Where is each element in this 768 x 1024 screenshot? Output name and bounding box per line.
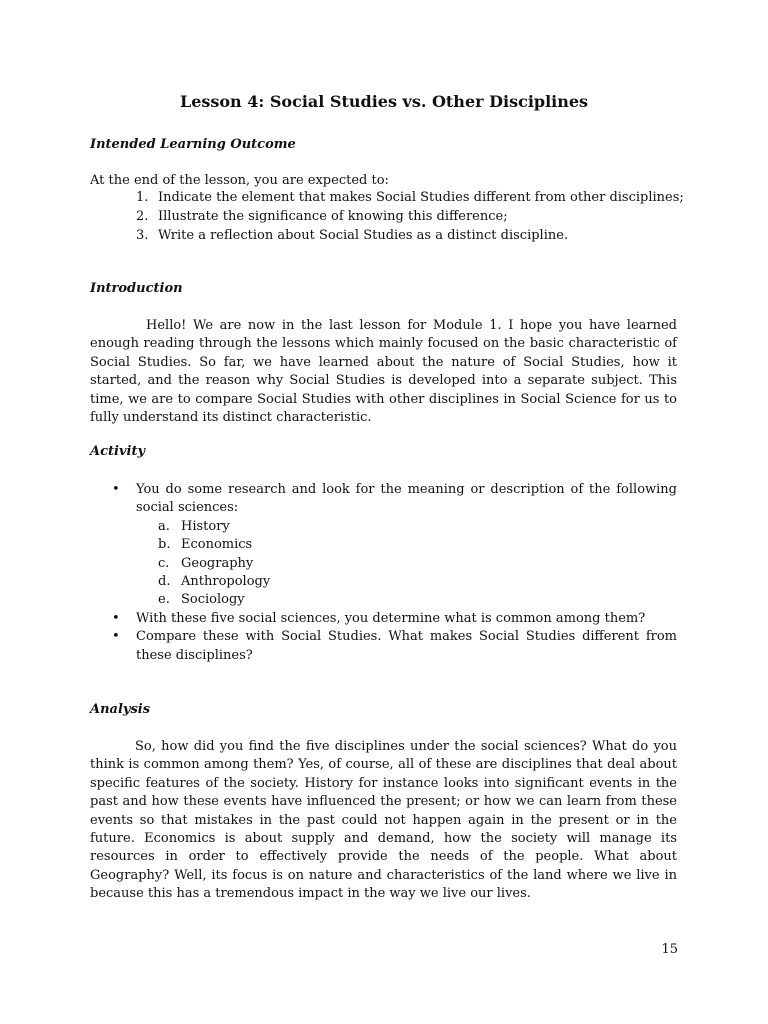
list-text: With these five social sciences, you determine what is common among them?	[136, 610, 646, 626]
analysis-heading: Analysis	[90, 702, 151, 717]
page-number: 15	[661, 942, 678, 957]
list-letter: e.	[158, 592, 170, 608]
analysis-paragraph: So, how did you find the five disciplines under the social sciences? What do you think is common among them? Yes, of course, all of these are disciplines that deal about specific features of the society. History for instance looks into significant events in the past and how these events have influenced the present; or how we can learn from these events so that mistakes in the past could not happen again in the present or in the future. Economics is about supply and demand, how the society will manage its resources in order to effectively provide the needs of the people. What about Geography? Well, its focus is on nature and characteristics of the land where we live in because this has a tremendous impact in the way we live our lives.	[90, 739, 677, 902]
list-text: Indicate the element that makes Social Studies different from other disciplines;	[158, 190, 684, 205]
list-item	[136, 189, 696, 208]
activity-list	[112, 481, 677, 665]
introduction-paragraph: Hello! We are now in the last lesson for Module 1. I hope you have learned enough reading through the lessons which mainly focused on the basic characteristic of Social Studies. So far, we have learned about the nature of Social Studies, how it started, and the reason why Social Studies is developed into a separate subject. This time, we are to compare Social Studies with other disciplines in Social Science for us to fully understand its distinct characteristic.	[90, 318, 677, 426]
list-item	[136, 536, 677, 554]
outcome-list	[136, 189, 696, 245]
list-text: History	[181, 518, 230, 534]
sciences-list	[136, 518, 677, 610]
list-letter: d.	[158, 574, 171, 590]
list-item	[136, 208, 696, 227]
activity-heading: Activity	[90, 444, 145, 459]
page-title: Lesson 4: Social Studies vs. Other Disciplines	[179, 92, 589, 111]
bullet-icon: •	[112, 482, 120, 497]
bullet-icon: •	[112, 629, 120, 645]
list-text: You do some research and look for the meaning or description of the following social sciences:	[136, 482, 677, 516]
bullet-icon: •	[112, 610, 120, 626]
list-item	[136, 573, 677, 591]
list-text: Geography	[181, 555, 254, 571]
list-text: Anthropology	[181, 574, 271, 590]
list-item	[136, 518, 677, 536]
list-item	[112, 610, 677, 628]
outcome-heading: Intended Learning Outcome	[90, 137, 296, 152]
list-item	[112, 481, 677, 610]
list-text: Sociology	[181, 592, 245, 608]
list-number: 1.	[136, 190, 149, 205]
list-item	[136, 591, 677, 609]
introduction-heading: Introduction	[90, 281, 183, 296]
list-item	[136, 227, 696, 246]
list-letter: a.	[158, 518, 170, 534]
list-text: Compare these with Social Studies. What makes Social Studies different from these disciplines?	[136, 629, 677, 663]
list-letter: c.	[158, 555, 170, 571]
list-letter: b.	[158, 537, 171, 553]
list-number: 3.	[136, 227, 149, 243]
list-text: Illustrate the significance of knowing this difference;	[158, 208, 508, 224]
list-item	[112, 628, 677, 665]
list-text: Economics	[181, 537, 253, 553]
list-item	[136, 555, 677, 573]
outcome-intro: At the end of the lesson, you are expected to:	[90, 173, 389, 188]
list-number: 2.	[136, 208, 149, 224]
list-text: Write a reflection about Social Studies as a distinct discipline.	[158, 227, 569, 243]
